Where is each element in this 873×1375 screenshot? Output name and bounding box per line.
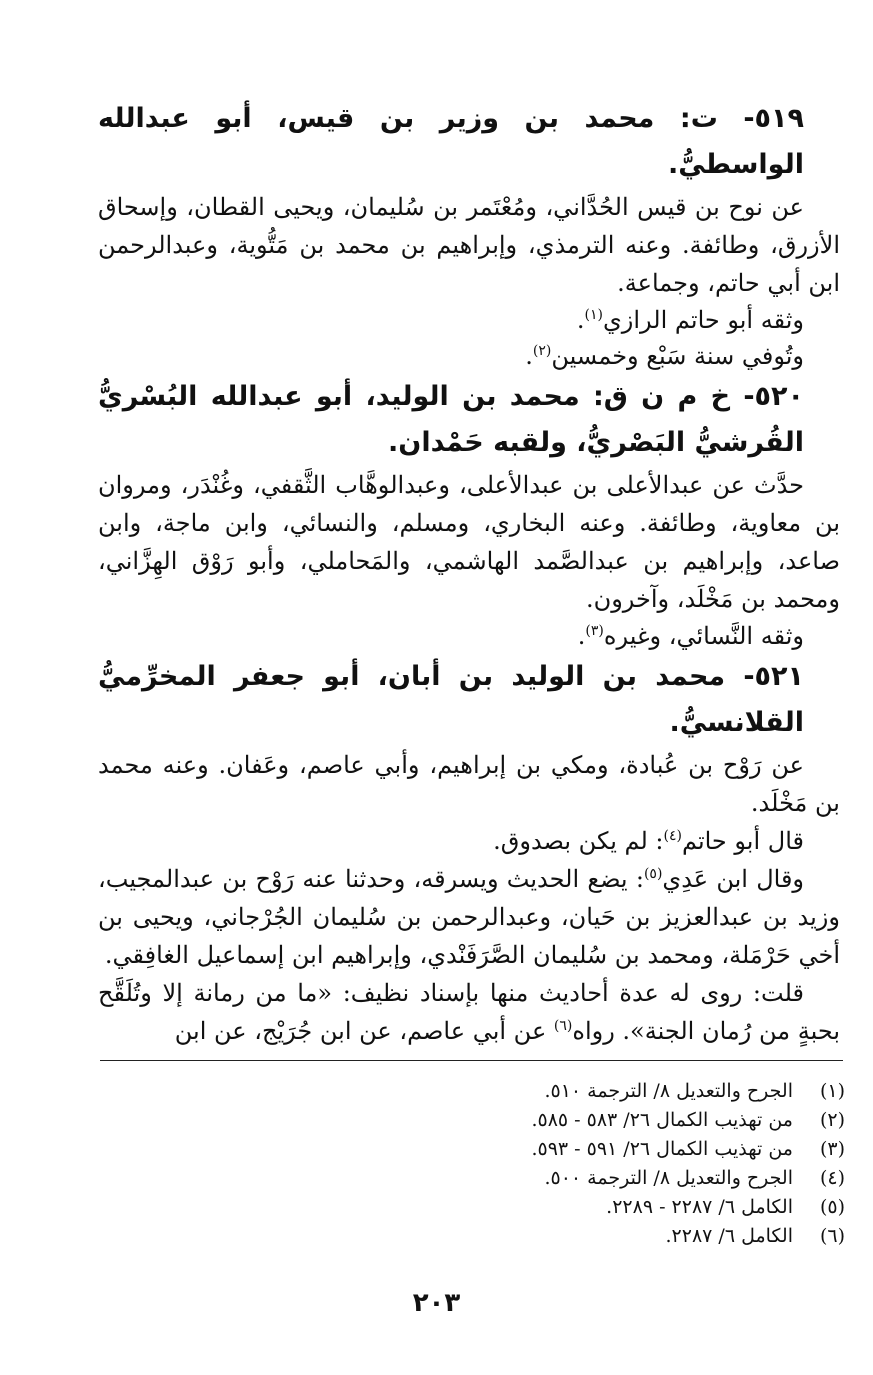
footnote-number: (٢) — [819, 1109, 845, 1131]
footnotes — [445, 1077, 845, 1251]
footnote-text: الكامل ٦/ ٢٢٨٧. — [665, 1225, 793, 1247]
entry-body-521: عن رَوْح بن عُبادة، ومكي بن إبراهيم، وأبي عاصم، وعَفان. وعنه محمد بن مَخْلَد. — [98, 751, 840, 817]
footnote-item — [445, 1164, 845, 1193]
entry-heading-520: ٥٢٠- خ م ن ق: محمد بن الوليد، أبو عبدالله البُسْريُّ القُرشيُّ البَصْريُّ، ولقبه حَمْدان. — [98, 381, 804, 458]
footnote-ref: (١) — [584, 307, 604, 323]
entry-body-519: عن نوح بن قيس الحُدَّاني، ومُعْتَمر بن سُليمان، ويحيى القطان، وإسحاق الأزرق، وطائفة. وعنه الترمذي، وإبراهيم بن محمد بن مَتُّوية، وعبدالرحمن ابن أبي حاتم، وجماعة. — [98, 193, 841, 297]
ibn-adi-paragraph — [98, 860, 840, 974]
footnote-number: (٦) — [819, 1225, 845, 1247]
footnote-item — [445, 1077, 845, 1106]
page-number: ٢٠٣ — [412, 1288, 461, 1318]
footnote-text: الجرح والتعديل ٨/ الترجمة ٥١٠. — [544, 1080, 793, 1102]
footnote-ref: (٢) — [532, 343, 552, 359]
footnote-text: من تهذيب الكمال ٢٦/ ٥٨٣ - ٥٨٥. — [531, 1109, 793, 1131]
footnote-ref: (٣) — [585, 623, 604, 639]
qult-paragraph — [98, 974, 840, 1050]
entry-heading-519: ٥١٩- ت: محمد بن وزير بن قيس، أبو عبدالله الواسطيُّ. — [98, 103, 804, 180]
text-b: : يضع الحديث ويسرقه، وحدثنا عنه رَوْح بن عبدالمجيب، وزيد بن عبدالعزيز بن حَيان، وعبدالرحمن بن سُليمان الجُرْجاني، ويحيى بن أخي حَرْمَلة، ومحمد بن سُليمان الصَّرَفَنْدي، وإبراهيم ابن إسماعيل الغافِقي. — [98, 865, 840, 969]
note-text: وتُوفي سنة سَبْع وخمسين — [551, 342, 804, 370]
text-a: وقال ابن عَدِي — [662, 865, 805, 893]
entry-519-note-1 — [98, 302, 840, 338]
text-a: قال أبو حاتم — [681, 827, 804, 855]
footnote-ref: (٦) — [553, 1018, 573, 1034]
footnote-number: (٥) — [819, 1196, 845, 1218]
footnote-text: الكامل ٦/ ٢٢٨٧ - ٢٢٨٩. — [606, 1196, 793, 1218]
footnote-number: (٤) — [819, 1167, 845, 1189]
footnote-ref: (٤) — [663, 828, 682, 844]
text-b: عن أبي عاصم، عن ابن جُرَيْج، عن ابن — [174, 1017, 554, 1045]
note-text: وثقه أبو حاتم الرازي — [603, 306, 804, 334]
entry-body-520: حدَّث عن عبدالأعلى بن عبدالأعلى، وعبدالوهَّاب الثَّقفي، وغُنْدَر، ومروان بن معاوية، وطائفة. وعنه البخاري، ومسلم، والنسائي، وابن ماجة، وابن صاعد، وإبراهيم بن عبدالصَّمد الهاشمي، والمَحاملي، وأبو رَوْق الهِزَّاني، ومحمد بن مَخْلَد، وآخرون. — [98, 471, 840, 613]
abu-hatim-paragraph — [98, 822, 840, 860]
page-body — [98, 96, 840, 1050]
footnote-item — [445, 1135, 845, 1164]
footnote-item — [445, 1193, 845, 1222]
footnote-ref: (٥) — [643, 866, 663, 882]
line-end: . — [576, 306, 585, 334]
footnote-divider — [100, 1060, 843, 1061]
note-text: وثقه النَّسائي، وغيره — [603, 622, 804, 650]
text-b: : لم يكن بصدوق. — [493, 827, 664, 855]
footnote-text: من تهذيب الكمال ٢٦/ ٥٩١ - ٥٩٣. — [531, 1138, 793, 1160]
footnote-item — [445, 1222, 845, 1251]
entry-519-note-2 — [98, 338, 840, 374]
entry-520-note-1 — [98, 618, 840, 654]
line-end: . — [525, 342, 533, 370]
entry-heading-521: ٥٢١- محمد بن الوليد بن أبان، أبو جعفر المخرِّميُّ القلانسيُّ. — [98, 661, 804, 738]
footnote-item — [445, 1106, 845, 1135]
text-a: قلت: روى له عدة أحاديث منها بإسناد نظيف: «ما من رمانة إلا وتُلَقَّح بحبةٍ من رُمان الجنة». رواه — [98, 979, 840, 1045]
footnote-text: الجرح والتعديل ٨/ الترجمة ٥٠٠. — [544, 1167, 793, 1189]
footnote-number: (٣) — [819, 1138, 845, 1160]
footnote-number: (١) — [819, 1080, 845, 1102]
line-end: . — [577, 622, 586, 650]
